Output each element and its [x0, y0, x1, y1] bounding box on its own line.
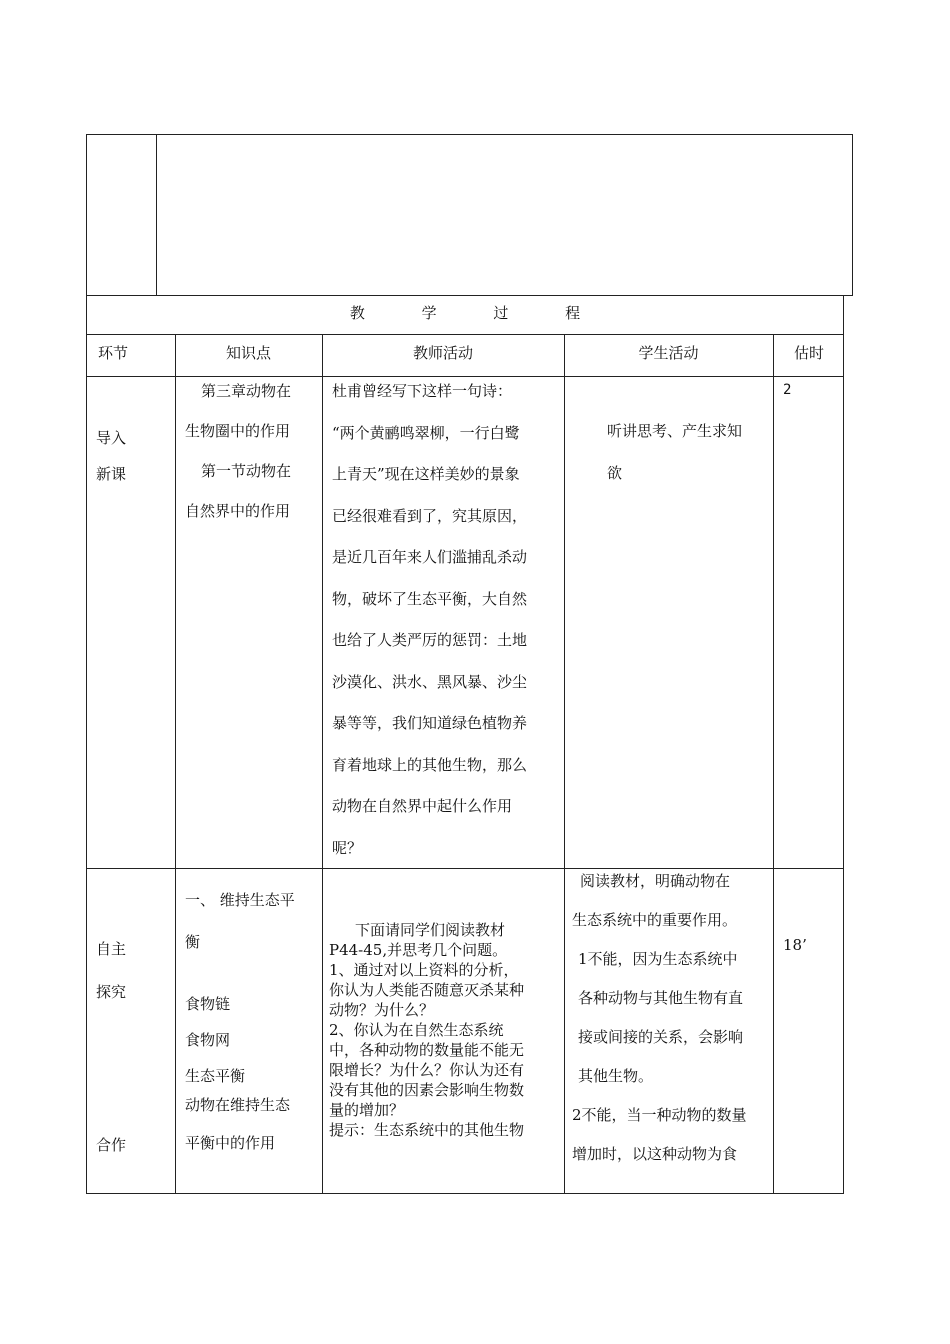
teacher-line: 上青天”现在这样美妙的景象	[332, 465, 520, 483]
teacher-line: 沙漠化、洪水、黑风暴、沙尘	[332, 672, 528, 691]
row2-time: 18’	[783, 936, 807, 954]
top-box-divider	[156, 135, 157, 295]
student-line: 听讲思考、产生求知	[607, 422, 743, 440]
row2-teacher	[329, 920, 561, 1140]
student-line: 其他生物。	[578, 1067, 654, 1085]
knowledge-item: 生态平衡	[185, 1067, 246, 1085]
col-divider-3	[564, 334, 565, 1194]
teaching-process-table	[86, 296, 844, 1194]
row1-student	[607, 411, 767, 494]
teacher-line: 没有其他的因素会影响生物数	[329, 1081, 525, 1099]
teacher-line: 暴等等，我们知道绿色植物养	[332, 714, 528, 732]
row2-knowledge-bottom	[185, 1086, 319, 1162]
knowledge-item: 食物链	[185, 995, 231, 1013]
row2-stage-line: 自主	[96, 940, 127, 958]
teacher-line: 杜甫曾经写下这样一句诗：	[332, 382, 513, 400]
student-line: 欲	[607, 463, 623, 482]
knowledge-item: 食物网	[185, 1031, 231, 1049]
row1-knowledge	[185, 371, 317, 531]
teacher-line: 下面请同学们阅读教材	[355, 921, 506, 939]
row1-teacher	[332, 371, 560, 869]
top-info-box	[86, 134, 853, 296]
teacher-line: P44-45,并思考几个问题。	[329, 941, 508, 959]
row2-stage-bottom: 合作	[96, 1136, 127, 1154]
teacher-line: 动物在自然界中起什么作用	[332, 797, 513, 815]
student-line: 增加时，以这种动物为食	[572, 1145, 738, 1163]
knowledge-line: 生物圈中的作用	[185, 422, 291, 440]
knowledge-line: 平衡中的作用	[185, 1134, 276, 1152]
teacher-line: 是近几百年来人们滥捕乱杀动	[332, 548, 528, 566]
teacher-line: 中，各种动物的数量能不能无	[329, 1041, 525, 1059]
header-time: 估时	[793, 344, 824, 362]
row1-stage	[96, 420, 126, 492]
student-line: 接或间接的关系，会影响	[578, 1028, 744, 1046]
student-line: 2不能，当一种动物的数量	[572, 1106, 747, 1124]
row2-knowledge-items	[185, 986, 319, 1094]
header-knowledge: 知识点	[225, 344, 271, 362]
row2-student	[572, 862, 772, 1174]
teacher-line: 呢？	[332, 838, 363, 857]
row1-stage-line: 导入	[96, 429, 127, 447]
teacher-line: 动物？为什么？	[329, 1001, 435, 1019]
knowledge-line: 一、 维持生态平	[185, 891, 295, 909]
teacher-line: 2、你认为在自然生态系统	[329, 1021, 504, 1039]
col-divider-4	[773, 334, 774, 1194]
header-stage: 环节	[97, 344, 128, 362]
student-line: 生态系统中的重要作用。	[572, 911, 738, 929]
teacher-line: 你认为人类能否随意灭杀某种	[329, 981, 525, 999]
student-line: 各种动物与其他生物有直	[578, 989, 744, 1007]
teacher-line: 限增长？为什么？你认为还有	[329, 1061, 525, 1079]
row2-stage	[96, 928, 126, 1014]
header-student: 学生活动	[638, 344, 699, 362]
header-teacher: 教师活动	[412, 344, 473, 362]
teacher-line: 量的增加？	[329, 1101, 405, 1119]
col-divider-2	[322, 334, 323, 1194]
knowledge-line: 动物在维持生态	[185, 1096, 291, 1114]
knowledge-line: 第三章动物在	[201, 382, 292, 400]
row1-stage-line: 新课	[96, 465, 127, 483]
teacher-line: 育着地球上的其他生物，那么	[332, 755, 528, 774]
knowledge-line: 第一节动物在	[201, 462, 292, 480]
teacher-line: 也给了人类严厉的惩罚：土地	[332, 631, 528, 649]
teacher-line: 提示：生态系统中的其他生物	[329, 1121, 525, 1139]
teacher-line: 物，破坏了生态平衡，大自然	[332, 589, 528, 608]
student-line: 1不能，因为生态系统中	[578, 950, 738, 968]
row-divider-title	[87, 334, 843, 335]
knowledge-line: 衡	[185, 932, 201, 951]
col-divider-1	[175, 334, 176, 1194]
section-title: 教 学 过 程	[349, 304, 607, 322]
teacher-line: 已经很难看到了，究其原因，	[332, 506, 528, 525]
knowledge-line: 自然界中的作用	[185, 502, 291, 520]
row2-knowledge	[185, 880, 319, 963]
teacher-line: 1、通过对以上资料的分析，	[329, 961, 519, 979]
teacher-line: “两个黄鹂鸣翠柳，一行白鹭	[332, 423, 520, 442]
student-line: 阅读教材，明确动物在	[580, 872, 731, 890]
row2-stage-line: 探究	[96, 983, 127, 1001]
row1-time: 2	[783, 382, 792, 398]
